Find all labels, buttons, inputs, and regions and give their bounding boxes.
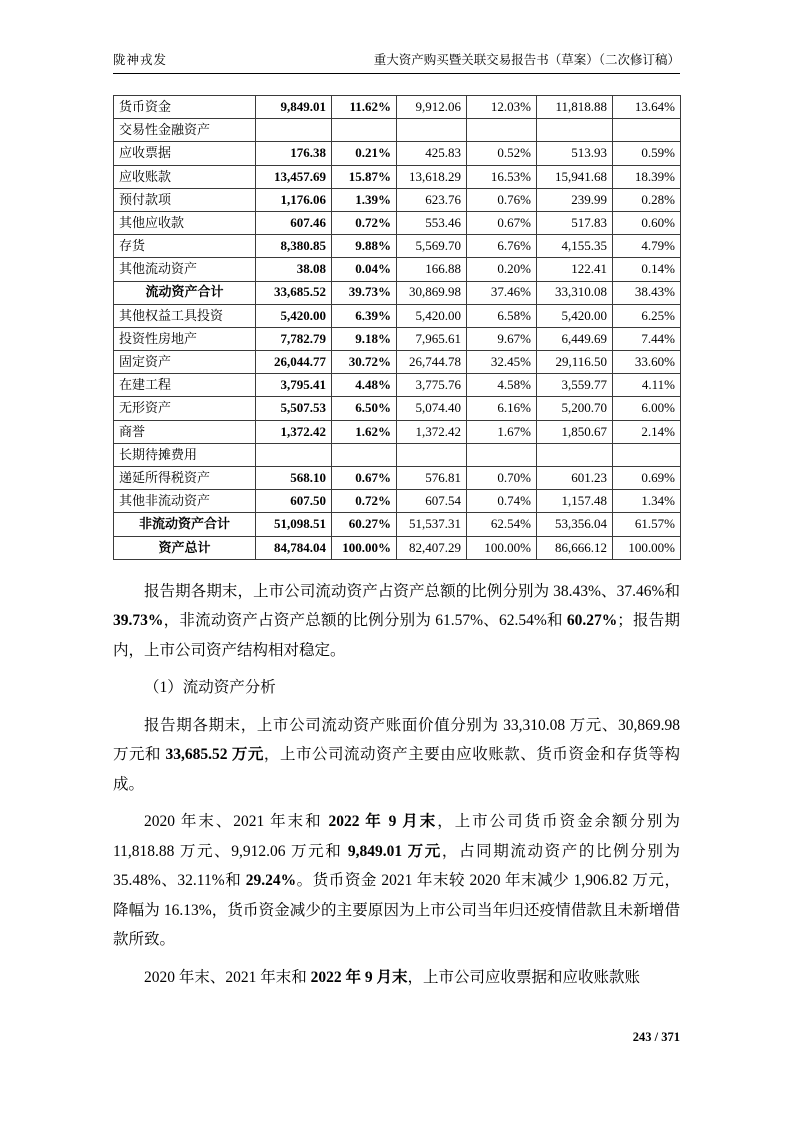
percent-cell — [332, 119, 397, 142]
percent-cell: 13.64% — [613, 96, 681, 119]
amount-cell: 6,449.69 — [537, 327, 613, 350]
amount-cell: 576.81 — [397, 467, 467, 490]
text-segment: 报告期各期末，上市公司流动资产账面价值分别为 33,310.08 万元、30,869.98 万元和 — [113, 716, 680, 764]
amount-cell: 13,457.69 — [256, 165, 332, 188]
percent-cell: 16.53% — [467, 165, 537, 188]
text-segment: 39.73% — [113, 612, 164, 630]
table-row — [114, 536, 681, 559]
amount-cell: 4,155.35 — [537, 235, 613, 258]
row-label: 在建工程 — [114, 374, 256, 397]
percent-cell: 9.67% — [467, 327, 537, 350]
table-row — [114, 397, 681, 420]
percent-cell: 18.39% — [613, 165, 681, 188]
amount-cell: 13,618.29 — [397, 165, 467, 188]
table-row — [114, 188, 681, 211]
amount-cell — [397, 443, 467, 466]
row-label: 无形资产 — [114, 397, 256, 420]
text-segment: ；报告期内，上市公司资产结构相对稳定。 — [113, 612, 680, 659]
amount-cell: 3,795.41 — [256, 374, 332, 397]
amount-cell: 51,098.51 — [256, 513, 332, 536]
amount-cell: 568.10 — [256, 467, 332, 490]
percent-cell: 6.50% — [332, 397, 397, 420]
body-text — [113, 577, 680, 993]
amount-cell: 33,310.08 — [537, 281, 613, 304]
text-segment: ，占同期流动资产的比例分别为 35.48%、32.11%和 — [113, 842, 680, 890]
amount-cell: 601.23 — [537, 467, 613, 490]
row-label: 递延所得税资产 — [114, 467, 256, 490]
percent-cell: 100.00% — [613, 536, 681, 559]
amount-cell: 9,912.06 — [397, 96, 467, 119]
table-row — [114, 490, 681, 513]
amount-cell: 30,869.98 — [397, 281, 467, 304]
row-label: 其他应收款 — [114, 211, 256, 234]
text-segment: ，非流动资产占资产总额的比例分别为 61.57%、62.54%和 — [163, 612, 567, 630]
amount-cell: 553.46 — [397, 211, 467, 234]
text-segment: 60.27% — [566, 612, 618, 630]
amount-cell: 3,775.76 — [397, 374, 467, 397]
text-segment: 9,849.01 万元 — [347, 842, 442, 860]
amount-cell: 29,116.50 — [537, 351, 613, 374]
percent-cell: 0.67% — [467, 211, 537, 234]
percent-cell: 0.74% — [467, 490, 537, 513]
percent-cell: 30.72% — [332, 351, 397, 374]
amount-cell: 26,044.77 — [256, 351, 332, 374]
amount-cell: 1,850.67 — [537, 420, 613, 443]
table-row — [114, 374, 681, 397]
percent-cell: 0.52% — [467, 142, 537, 165]
amount-cell: 5,569.70 — [397, 235, 467, 258]
table-row — [114, 513, 681, 536]
amount-cell: 3,559.77 — [537, 374, 613, 397]
amount-cell: 513.93 — [537, 142, 613, 165]
doc-header — [113, 50, 680, 74]
percent-cell: 0.70% — [467, 467, 537, 490]
percent-cell: 12.03% — [467, 96, 537, 119]
percent-cell: 38.43% — [613, 281, 681, 304]
amount-cell: 33,685.52 — [256, 281, 332, 304]
percent-cell: 0.21% — [332, 142, 397, 165]
amount-cell: 53,356.04 — [537, 513, 613, 536]
amount-cell — [537, 119, 613, 142]
percent-cell: 0.69% — [613, 467, 681, 490]
percent-cell: 62.54% — [467, 513, 537, 536]
row-label: 资产总计 — [114, 536, 256, 559]
row-label: 其他非流动资产 — [114, 490, 256, 513]
percent-cell: 9.88% — [332, 235, 397, 258]
percent-cell: 6.16% — [467, 397, 537, 420]
page-footer: 243 / 371 — [632, 1030, 680, 1044]
row-label: 预付款项 — [114, 188, 256, 211]
table-row — [114, 443, 681, 466]
percent-cell — [467, 119, 537, 142]
percent-cell: 1.67% — [467, 420, 537, 443]
amount-cell: 82,407.29 — [397, 536, 467, 559]
amount-cell: 86,666.12 — [537, 536, 613, 559]
header-report-title: 重大资产购买暨关联交易报告书（草案）（二次修订稿） — [373, 53, 680, 67]
percent-cell: 0.76% — [467, 188, 537, 211]
percent-cell — [613, 443, 681, 466]
table-row — [114, 304, 681, 327]
percent-cell: 39.73% — [332, 281, 397, 304]
percent-cell: 1.39% — [332, 188, 397, 211]
table-row — [114, 351, 681, 374]
percent-cell: 100.00% — [332, 536, 397, 559]
amount-cell: 607.50 — [256, 490, 332, 513]
row-label: 存货 — [114, 235, 256, 258]
table-row — [114, 420, 681, 443]
percent-cell: 0.60% — [613, 211, 681, 234]
amount-cell: 5,420.00 — [256, 304, 332, 327]
amount-cell: 122.41 — [537, 258, 613, 281]
balance-sheet-body — [114, 96, 681, 560]
percent-cell: 4.11% — [613, 374, 681, 397]
percent-cell: 7.44% — [613, 327, 681, 350]
amount-cell: 607.46 — [256, 211, 332, 234]
para-monetary-funds — [113, 807, 680, 955]
amount-cell — [256, 119, 332, 142]
table-row — [114, 96, 681, 119]
percent-cell: 11.62% — [332, 96, 397, 119]
amount-cell: 517.83 — [537, 211, 613, 234]
balance-sheet-table — [113, 95, 681, 560]
row-label: 货币资金 — [114, 96, 256, 119]
percent-cell: 61.57% — [613, 513, 681, 536]
amount-cell: 11,818.88 — [537, 96, 613, 119]
percent-cell: 1.62% — [332, 420, 397, 443]
amount-cell: 1,157.48 — [537, 490, 613, 513]
text-segment: （1）流动资产分析 — [144, 679, 276, 697]
table-row — [114, 281, 681, 304]
percent-cell: 2.14% — [613, 420, 681, 443]
row-label: 其他权益工具投资 — [114, 304, 256, 327]
text-segment: ，上市公司流动资产主要由应收账款、货币资金和存货等构成。 — [113, 746, 680, 793]
amount-cell: 7,965.61 — [397, 327, 467, 350]
table-row — [114, 327, 681, 350]
text-segment: 2022 年 9 月末 — [310, 968, 408, 986]
table-row — [114, 235, 681, 258]
amount-cell: 607.54 — [397, 490, 467, 513]
row-label: 应收账款 — [114, 165, 256, 188]
amount-cell — [537, 443, 613, 466]
para-receivables-intro — [113, 963, 680, 993]
percent-cell: 6.25% — [613, 304, 681, 327]
percent-cell: 4.58% — [467, 374, 537, 397]
amount-cell: 5,074.40 — [397, 397, 467, 420]
percent-cell: 0.20% — [467, 258, 537, 281]
percent-cell: 6.00% — [613, 397, 681, 420]
amount-cell: 1,176.06 — [256, 188, 332, 211]
percent-cell — [467, 443, 537, 466]
amount-cell: 5,420.00 — [537, 304, 613, 327]
percent-cell: 6.39% — [332, 304, 397, 327]
amount-cell: 26,744.78 — [397, 351, 467, 374]
text-segment: 2020 年末、2021 年末和 — [144, 968, 311, 986]
row-label: 长期待摊费用 — [114, 443, 256, 466]
percent-cell: 0.72% — [332, 211, 397, 234]
amount-cell: 38.08 — [256, 258, 332, 281]
percent-cell: 37.46% — [467, 281, 537, 304]
amount-cell — [397, 119, 467, 142]
table-row — [114, 165, 681, 188]
amount-cell: 9,849.01 — [256, 96, 332, 119]
amount-cell: 425.83 — [397, 142, 467, 165]
percent-cell: 33.60% — [613, 351, 681, 374]
percent-cell: 0.28% — [613, 188, 681, 211]
percent-cell — [613, 119, 681, 142]
percent-cell: 0.14% — [613, 258, 681, 281]
percent-cell: 60.27% — [332, 513, 397, 536]
percent-cell: 32.45% — [467, 351, 537, 374]
percent-cell: 4.48% — [332, 374, 397, 397]
percent-cell: 100.00% — [467, 536, 537, 559]
amount-cell: 15,941.68 — [537, 165, 613, 188]
para-current-assets-value — [113, 711, 680, 800]
header-company-name: 陇神戎发 — [113, 53, 168, 67]
percent-cell: 4.79% — [613, 235, 681, 258]
percent-cell: 0.59% — [613, 142, 681, 165]
row-label: 应收票据 — [114, 142, 256, 165]
amount-cell: 7,782.79 — [256, 327, 332, 350]
amount-cell — [256, 443, 332, 466]
text-segment: 。货币资金 2021 年末较 2020 年末减少 1,906.82 万元，降幅为 16.13%，货币资金减少的主要原因为上市公司当年归还疫情借款且未新增借款所致。 — [113, 872, 680, 949]
text-segment: 2020 年末、2021 年末和 — [144, 813, 329, 831]
percent-cell: 6.76% — [467, 235, 537, 258]
percent-cell: 9.18% — [332, 327, 397, 350]
amount-cell: 1,372.42 — [256, 420, 332, 443]
text-segment: ，上市公司货币资金余额分别为 11,818.88 万元、9,912.06 万元和 — [113, 813, 680, 860]
table-row — [114, 467, 681, 490]
page-content — [113, 0, 680, 1000]
amount-cell: 51,537.31 — [397, 513, 467, 536]
text-segment: 报告期各期末，上市公司流动资产占资产总额的比例分别为 38.43%、37.46%和 — [144, 582, 680, 600]
amount-cell: 5,507.53 — [256, 397, 332, 420]
text-segment: ，上市公司应收票据和应收账款账 — [407, 968, 641, 986]
amount-cell: 5,420.00 — [397, 304, 467, 327]
percent-cell: 15.87% — [332, 165, 397, 188]
text-segment: 2022 年 9 月末 — [328, 813, 438, 831]
table-row — [114, 258, 681, 281]
text-segment: 33,685.52 万元 — [165, 746, 264, 764]
percent-cell: 0.67% — [332, 467, 397, 490]
text-segment: 29.24% — [245, 872, 297, 890]
table-row — [114, 211, 681, 234]
percent-cell: 0.04% — [332, 258, 397, 281]
row-label: 投资性房地产 — [114, 327, 256, 350]
percent-cell: 6.58% — [467, 304, 537, 327]
percent-cell: 0.72% — [332, 490, 397, 513]
table-row — [114, 142, 681, 165]
amount-cell: 84,784.04 — [256, 536, 332, 559]
amount-cell: 176.38 — [256, 142, 332, 165]
row-label: 其他流动资产 — [114, 258, 256, 281]
amount-cell: 1,372.42 — [397, 420, 467, 443]
row-label: 非流动资产合计 — [114, 513, 256, 536]
percent-cell: 1.34% — [613, 490, 681, 513]
amount-cell: 8,380.85 — [256, 235, 332, 258]
percent-cell — [332, 443, 397, 466]
amount-cell: 166.88 — [397, 258, 467, 281]
amount-cell: 5,200.70 — [537, 397, 613, 420]
row-label: 商誉 — [114, 420, 256, 443]
heading-current-assets-analysis — [113, 673, 680, 703]
row-label: 固定资产 — [114, 351, 256, 374]
para-asset-structure — [113, 577, 680, 666]
row-label: 流动资产合计 — [114, 281, 256, 304]
table-row — [114, 119, 681, 142]
row-label: 交易性金融资产 — [114, 119, 256, 142]
amount-cell: 623.76 — [397, 188, 467, 211]
amount-cell: 239.99 — [537, 188, 613, 211]
